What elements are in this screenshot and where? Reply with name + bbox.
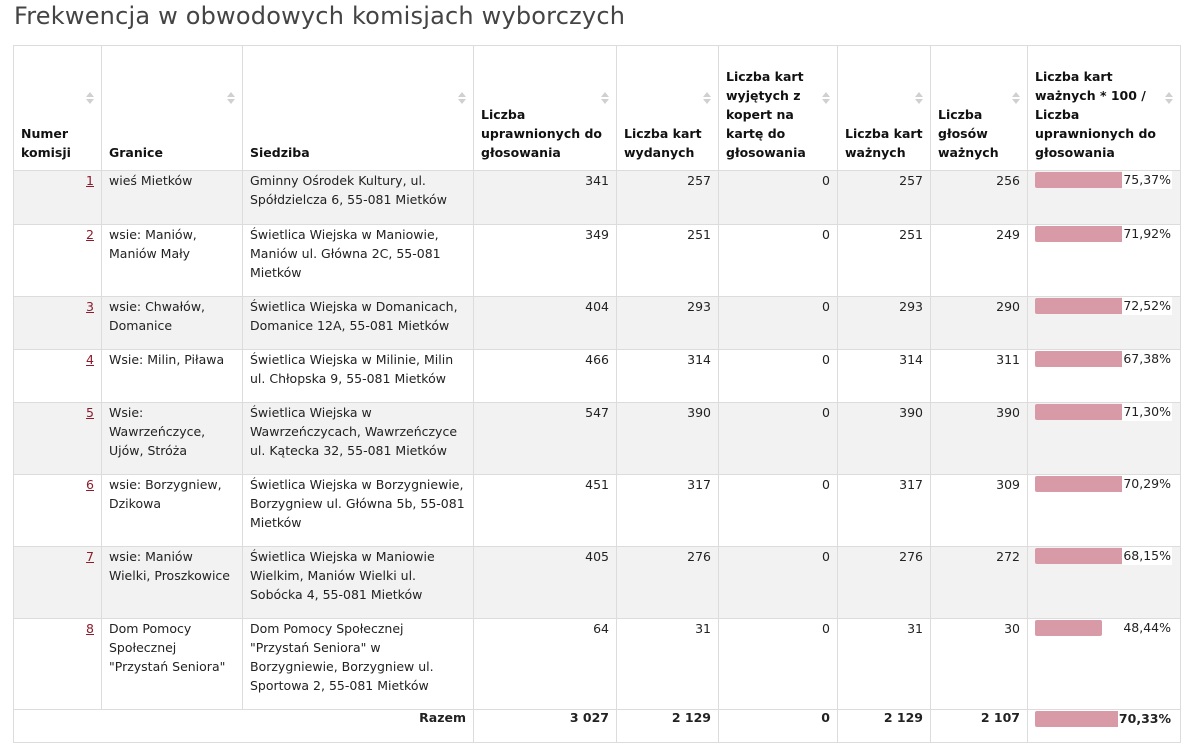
- turnout-bar: [1035, 403, 1173, 421]
- cell-frekwencja: [1028, 350, 1181, 403]
- turnout-value: 71,30%: [1123, 404, 1171, 419]
- turnout-bar-fill: [1035, 404, 1133, 420]
- column-header-wyjetych[interactable]: [719, 46, 838, 171]
- cell-frekwencja: [1028, 475, 1181, 547]
- cell-waznych: 276: [838, 547, 931, 619]
- cell-numer: [14, 297, 102, 350]
- cell-siedziba: Świetlica Wiejska w Wawrzeńczycach, Wawrzeńczyce ul. Kątecka 32, 55-081 Mietków: [243, 403, 474, 475]
- cell-waznych: 314: [838, 350, 931, 403]
- sort-icon: [915, 92, 923, 108]
- table-row: [14, 619, 1181, 710]
- cell-uprawnionych: 64: [474, 619, 617, 710]
- cell-glosow: 290: [931, 297, 1028, 350]
- cell-glosow: 309: [931, 475, 1028, 547]
- cell-waznych: 390: [838, 403, 931, 475]
- cell-waznych: 317: [838, 475, 931, 547]
- table-row: [14, 297, 1181, 350]
- sort-icon: [703, 92, 711, 108]
- cell-siedziba: Świetlica Wiejska w Borzygniewie, Borzygniew ul. Główna 5b, 55-081 Mietków: [243, 475, 474, 547]
- cell-numer: [14, 475, 102, 547]
- cell-uprawnionych: 404: [474, 297, 617, 350]
- turnout-bar-fill: [1035, 351, 1128, 367]
- cell-wydanych: 314: [617, 350, 719, 403]
- turnout-value: 67,38%: [1123, 351, 1171, 366]
- cell-granice: wsie: Chwałów, Domanice: [102, 297, 243, 350]
- sort-icon: [1165, 92, 1173, 108]
- column-header-label: Liczba kart ważnych * 100 / Liczba uprawnionych do głosowania: [1035, 69, 1157, 160]
- cell-glosow: 249: [931, 225, 1028, 297]
- turnout-value: 68,15%: [1123, 548, 1171, 563]
- cell-wyjetych: 0: [719, 297, 838, 350]
- turnout-value: 75,37%: [1123, 172, 1171, 187]
- cell-granice: Dom Pomocy Społecznej "Przystań Seniora": [102, 619, 243, 710]
- cell-uprawnionych: 466: [474, 350, 617, 403]
- cell-frekwencja: [1028, 619, 1181, 710]
- column-header-label: Liczba uprawnionych do głosowania: [481, 107, 603, 160]
- cell-granice: Wsie: Milin, Piława: [102, 350, 243, 403]
- cell-wydanych: 276: [617, 547, 719, 619]
- table-row: [14, 547, 1181, 619]
- cell-numer: [14, 403, 102, 475]
- cell-numer: [14, 171, 102, 225]
- cell-glosow: 30: [931, 619, 1028, 710]
- column-header-label: Liczba kart wyjętych z kopert na kartę do głosowania: [726, 69, 806, 160]
- cell-wydanych: 31: [617, 619, 719, 710]
- column-header-label: Siedziba: [250, 145, 310, 160]
- column-header-numer[interactable]: [14, 46, 102, 171]
- cell-wydanych: 251: [617, 225, 719, 297]
- sort-icon: [458, 92, 466, 108]
- turnout-bar: [1035, 297, 1173, 315]
- cell-numer: [14, 619, 102, 710]
- turnout-bar-fill: [1035, 476, 1132, 492]
- totals-wyjetych: 0: [719, 710, 838, 743]
- column-header-label: Liczba kart ważnych: [845, 126, 923, 160]
- totals-waznych: 2 129: [838, 710, 931, 743]
- komisja-link[interactable]: 8: [86, 621, 94, 636]
- cell-granice: wieś Mietków: [102, 171, 243, 225]
- cell-wydanych: 293: [617, 297, 719, 350]
- cell-glosow: 311: [931, 350, 1028, 403]
- turnout-bar: [1035, 171, 1173, 189]
- table-row: [14, 475, 1181, 547]
- komisja-link[interactable]: 1: [86, 173, 94, 188]
- cell-uprawnionych: 405: [474, 547, 617, 619]
- sort-icon: [822, 92, 830, 108]
- turnout-value: 70,29%: [1123, 476, 1171, 491]
- cell-frekwencja: [1028, 171, 1181, 225]
- table-row: [14, 403, 1181, 475]
- column-header-wydanych[interactable]: [617, 46, 719, 171]
- cell-numer: [14, 350, 102, 403]
- turnout-value: 71,92%: [1123, 226, 1171, 241]
- column-header-label: Liczba kart wydanych: [624, 126, 702, 160]
- cell-wyjetych: 0: [719, 547, 838, 619]
- turnout-value: 70,33%: [1118, 711, 1171, 726]
- column-header-label: Granice: [109, 145, 163, 160]
- totals-row: [14, 710, 1181, 743]
- cell-glosow: 272: [931, 547, 1028, 619]
- cell-siedziba: Gminny Ośrodek Kultury, ul. Spółdzielcza 6, 55-081 Mietków: [243, 171, 474, 225]
- table-row: [14, 171, 1181, 225]
- cell-uprawnionych: 547: [474, 403, 617, 475]
- turnout-bar: [1035, 547, 1173, 565]
- cell-glosow: 256: [931, 171, 1028, 225]
- sort-icon: [601, 92, 609, 108]
- cell-uprawnionych: 341: [474, 171, 617, 225]
- cell-wyjetych: 0: [719, 475, 838, 547]
- cell-granice: wsie: Borzygniew, Dzikowa: [102, 475, 243, 547]
- turnout-value: 72,52%: [1123, 298, 1171, 313]
- cell-siedziba: Świetlica Wiejska w Milinie, Milin ul. Chłopska 9, 55-081 Mietków: [243, 350, 474, 403]
- cell-wyjetych: 0: [719, 225, 838, 297]
- totals-label: Razem: [14, 710, 474, 743]
- table-body: [14, 171, 1181, 710]
- cell-wyjetych: 0: [719, 619, 838, 710]
- totals-frekwencja: [1028, 710, 1181, 743]
- cell-siedziba: Dom Pomocy Społecznej "Przystań Seniora" w Borzygniewie, Borzygniew ul. Sportowa 2, 55-081 Mietków: [243, 619, 474, 710]
- table-row: [14, 225, 1181, 297]
- cell-wyjetych: 0: [719, 350, 838, 403]
- sort-icon: [86, 92, 94, 108]
- column-header-uprawnionych[interactable]: [474, 46, 617, 171]
- cell-wyjetych: 0: [719, 171, 838, 225]
- turnout-bar: [1035, 225, 1173, 243]
- cell-wyjetych: 0: [719, 403, 838, 475]
- cell-waznych: 293: [838, 297, 931, 350]
- komisja-link[interactable]: 2: [86, 227, 94, 242]
- turnout-bar: [1035, 350, 1173, 368]
- totals-uprawnionych: 3 027: [474, 710, 617, 743]
- totals-glosow: 2 107: [931, 710, 1028, 743]
- cell-waznych: 31: [838, 619, 931, 710]
- komisja-link[interactable]: 6: [86, 477, 94, 492]
- turnout-bar-fill: [1035, 620, 1102, 636]
- cell-waznych: 257: [838, 171, 931, 225]
- turnout-bar: [1035, 710, 1173, 728]
- cell-siedziba: Świetlica Wiejska w Domanicach, Domanice 12A, 55-081 Mietków: [243, 297, 474, 350]
- cell-siedziba: Świetlica Wiejska w Maniowie, Maniów ul. Główna 2C, 55-081 Mietków: [243, 225, 474, 297]
- cell-frekwencja: [1028, 547, 1181, 619]
- header-row: [14, 46, 1181, 171]
- turnout-value: 48,44%: [1123, 620, 1171, 635]
- komisja-link[interactable]: 7: [86, 549, 94, 564]
- komisja-link[interactable]: 4: [86, 352, 94, 367]
- cell-wydanych: 390: [617, 403, 719, 475]
- column-header-waznych[interactable]: [838, 46, 931, 171]
- cell-numer: [14, 225, 102, 297]
- cell-wydanych: 257: [617, 171, 719, 225]
- turnout-bar-fill: [1035, 548, 1129, 564]
- sort-icon: [227, 92, 235, 108]
- cell-frekwencja: [1028, 225, 1181, 297]
- column-header-siedziba[interactable]: [243, 46, 474, 171]
- cell-granice: wsie: Maniów, Maniów Mały: [102, 225, 243, 297]
- cell-numer: [14, 547, 102, 619]
- cell-granice: Wsie: Wawrzeńczyce, Ujów, Stróża: [102, 403, 243, 475]
- cell-waznych: 251: [838, 225, 931, 297]
- cell-frekwencja: [1028, 297, 1181, 350]
- turnout-bar-fill: [1035, 298, 1135, 314]
- cell-uprawnionych: 451: [474, 475, 617, 547]
- cell-granice: wsie: Maniów Wielki, Proszkowice: [102, 547, 243, 619]
- sort-icon: [1012, 92, 1020, 108]
- column-header-frekwencja[interactable]: [1028, 46, 1181, 171]
- column-header-glosow[interactable]: [931, 46, 1028, 171]
- cell-uprawnionych: 349: [474, 225, 617, 297]
- turnout-table: [13, 45, 1181, 743]
- cell-glosow: 390: [931, 403, 1028, 475]
- totals-wydanych: 2 129: [617, 710, 719, 743]
- turnout-bar: [1035, 619, 1173, 637]
- column-header-label: Numer komisji: [21, 126, 71, 160]
- table-row: [14, 350, 1181, 403]
- cell-wydanych: 317: [617, 475, 719, 547]
- column-header-granice[interactable]: [102, 46, 243, 171]
- cell-frekwencja: [1028, 403, 1181, 475]
- komisja-link[interactable]: 5: [86, 405, 94, 420]
- turnout-bar: [1035, 475, 1173, 493]
- cell-siedziba: Świetlica Wiejska w Maniowie Wielkim, Maniów Wielki ul. Sobócka 4, 55-081 Mietków: [243, 547, 474, 619]
- column-header-label: Liczba głosów ważnych: [938, 107, 999, 160]
- komisja-link[interactable]: 3: [86, 299, 94, 314]
- page-title: Frekwencja w obwodowych komisjach wyborczych: [14, 2, 626, 30]
- turnout-bar-fill: [1035, 226, 1134, 242]
